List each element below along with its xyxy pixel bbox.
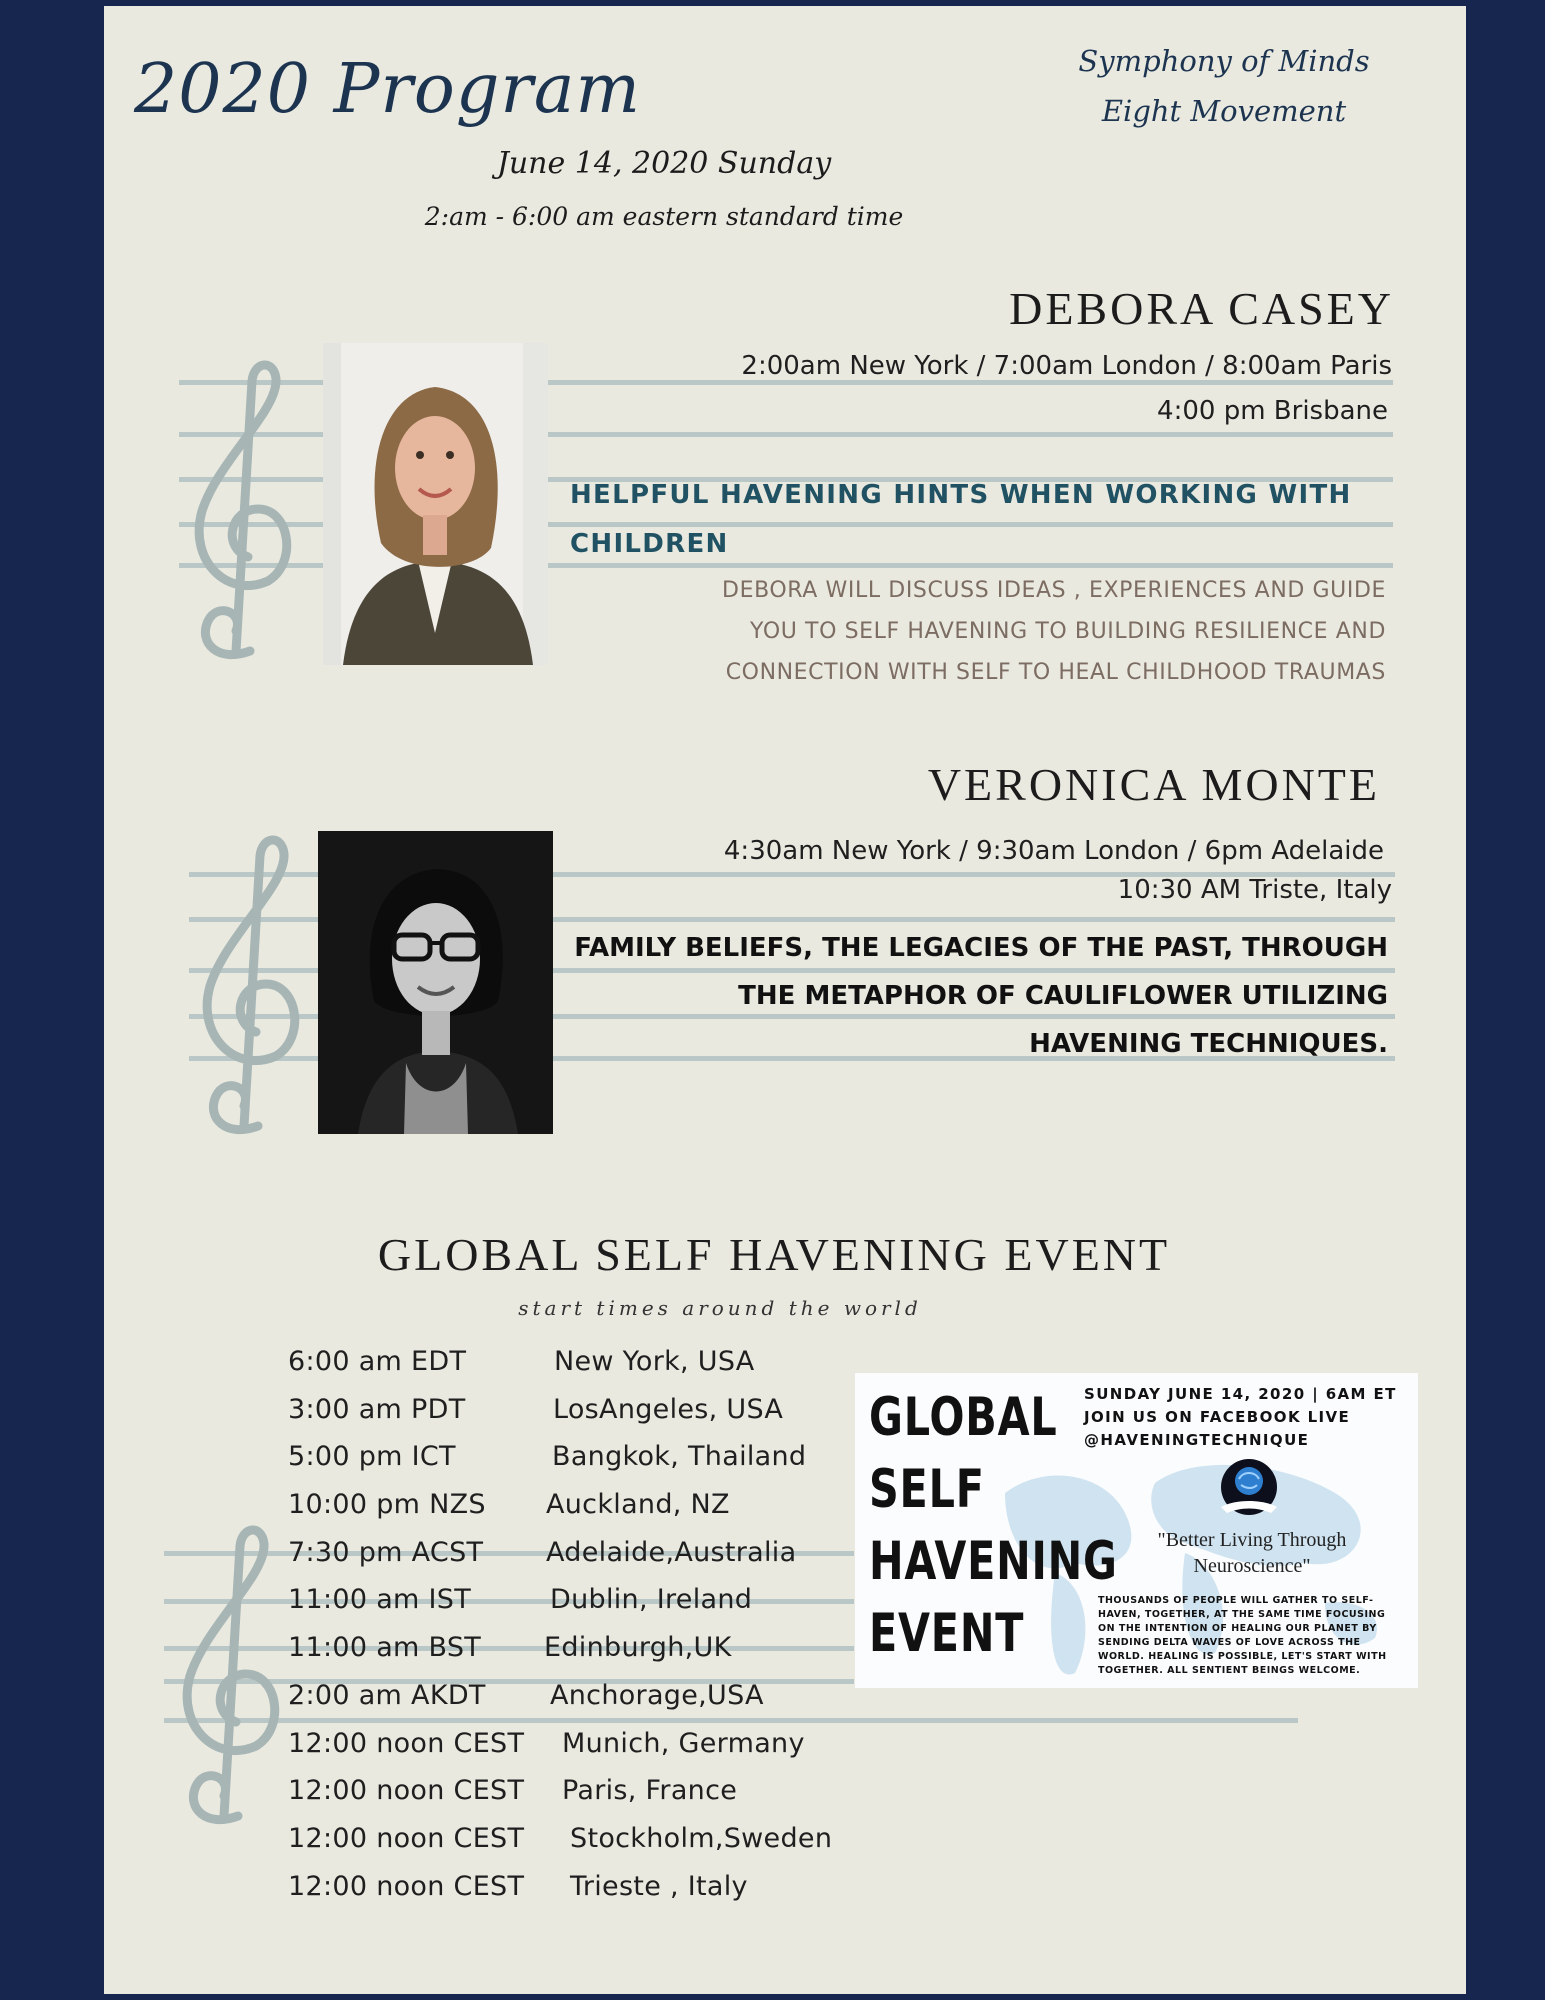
flyer-date-line: SUNDAY JUNE 14, 2020 | 6AM ET [1084,1385,1397,1403]
global-event-heading: GLOBAL SELF HAVENING EVENT [377,1229,1171,1280]
global-event-flyer [855,1373,1418,1688]
flyer-blurb-line3: ON THE INTENTION OF HEALING OUR PLANET BY [1098,1623,1377,1634]
city: New York, USA [554,1346,755,1377]
city: Adelaide,Australia [546,1537,797,1568]
city: Dublin, Ireland [550,1584,753,1615]
portrait-illustration [323,343,548,665]
time-zone: 12:00 noon CEST [288,1823,525,1854]
speaker-times-line1: 2:00am New York / 7:00am London / 8:00am Paris [741,351,1392,381]
time-zone: 5:00 pm ICT [288,1441,456,1472]
time-zone: 11:00 am BST [288,1632,482,1663]
time-zone: 2:00 am AKDT [288,1680,486,1711]
flyer-quote-line1: "Better Living Through [1157,1529,1347,1551]
city: Trieste , Italy [570,1871,748,1902]
speaker-times-line1: 4:30am New York / 9:30am London / 6pm Adelaide [723,836,1384,866]
flyer-big-title-line4: EVENT [869,1603,1025,1664]
city: Munich, Germany [562,1728,805,1759]
talk-description-line2: YOU TO SELF HAVENING TO BUILDING RESILIENCE AND [749,619,1386,644]
talk-description-line3: CONNECTION WITH SELF TO HEAL CHILDHOOD TRAUMAS [725,660,1386,685]
flyer-big-title-line1: GLOBAL [869,1387,1058,1448]
city: LosAngeles, USA [553,1394,784,1425]
city: Edinburgh,UK [544,1632,732,1663]
speaker-times-line2: 4:00 pm Brisbane [1157,396,1388,426]
globe-brain-logo-icon [1211,1457,1287,1521]
flyer-blurb-line4: SENDING DELTA WAVES OF LOVE ACROSS THE [1098,1637,1361,1648]
talk-title-line1: FAMILY BELIEFS, THE LEGACIES OF THE PAST, THROUGH [574,933,1388,963]
talk-description-line1: DEBORA WILL DISCUSS IDEAS , EXPERIENCES AND GUIDE [722,578,1386,603]
talk-title-line1: HELPFUL HAVENING HINTS WHEN WORKING WITH [570,480,1352,510]
city: Auckland, NZ [546,1489,730,1520]
flyer-blurb-line6: TOGETHER. ALL SENTIENT BEINGS WELCOME. [1098,1665,1361,1676]
time-zone: 12:00 noon CEST [288,1871,525,1902]
time-zone: 10:00 pm NZS [288,1489,486,1520]
flyer-blurb-line1: THOUSANDS OF PEOPLE WILL GATHER TO SELF- [1098,1595,1374,1606]
program-page [104,6,1466,1994]
speaker-name: DEBORA CASEY [1009,283,1394,334]
flyer-blurb-line5: WORLD. HEALING IS POSSIBLE, LET'S START WITH [1098,1651,1387,1662]
flyer-facebook-line: JOIN US ON FACEBOOK LIVE [1084,1408,1351,1426]
city: Bangkok, Thailand [552,1441,807,1472]
time-zone: 6:00 am EDT [288,1346,467,1377]
time-zone: 7:30 pm ACST [288,1537,484,1568]
city: Stockholm,Sweden [570,1823,833,1854]
flyer-handle-line: @HAVENINGTECHNIQUE [1084,1431,1310,1449]
flyer-big-title-line3: HAVENING [869,1531,1118,1592]
talk-title-line2: CHILDREN [570,529,729,559]
treble-clef-icon [186,826,316,1146]
series-name: Symphony of Minds [1078,44,1370,78]
speaker-photo-debora [323,343,548,665]
staff-line [164,1718,1298,1723]
time-zone: 12:00 noon CEST [288,1728,525,1759]
flyer-blurb-line2: HAVEN, TOGETHER, AT THE SAME TIME FOCUSING [1098,1609,1386,1620]
city: Paris, France [562,1775,738,1806]
time-zone: 11:00 am IST [288,1584,472,1615]
time-zone: 12:00 noon CEST [288,1775,525,1806]
city: Anchorage,USA [550,1680,764,1711]
speaker-photo-veronica [318,831,553,1134]
speaker-times-line2: 10:30 AM Triste, Italy [1117,875,1392,905]
series-movement: Eight Movement [1101,94,1347,128]
treble-clef-icon [178,351,308,671]
flyer-quote-line2: Neuroscience" [1193,1555,1311,1577]
page-title: 2020 Program [134,50,641,129]
portrait-illustration [318,831,553,1134]
event-time-range: 2:am - 6:00 am eastern standard time [424,202,904,231]
time-zone: 3:00 am PDT [288,1394,466,1425]
event-date: June 14, 2020 Sunday [496,146,832,181]
speaker-name: VERONICA MONTE [927,759,1380,810]
talk-title-line2: THE METAPHOR OF CAULIFLOWER UTILIZING [738,981,1388,1011]
treble-clef-icon [166,1516,296,1836]
flyer-big-title-line2: SELF [869,1459,985,1520]
global-event-subheading: start times around the world [518,1296,922,1320]
talk-title-line3: HAVENING TECHNIQUES. [1029,1029,1388,1059]
